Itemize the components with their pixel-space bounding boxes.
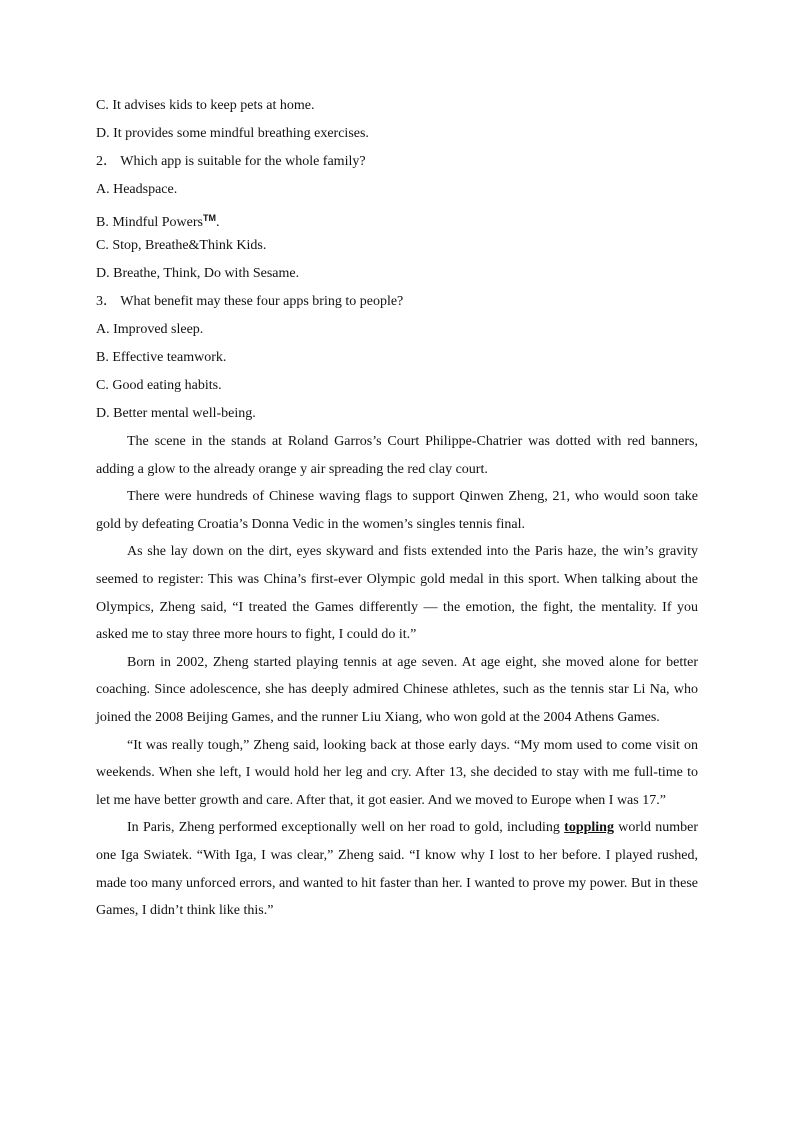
option-q3-d: D. Better mental well-being.	[96, 406, 256, 421]
passage-paragraph-5: “It was really tough,” Zheng said, looking back at those early days. “My mom used to come visit on weekends. When she left, I would hold her leg and cry. After 13, she decided to stay with me full-time to let me have better growth and care. After that, it got easier. And we moved to Europe when I was 17.”	[96, 737, 698, 808]
option-q3-a: A. Improved sleep.	[96, 322, 204, 337]
passage-paragraph-4: Born in 2002, Zheng started playing tennis at age seven. At age eight, she moved alone for better coaching. Since adolescence, she has deeply admired Chinese athletes, such as the tennis star Li Na, who joined the 2008 Beijing Games, and the runner Liu Xiang, who won gold at the 2004 Athens Games.	[96, 654, 698, 725]
option-q3-c: C. Good eating habits.	[96, 378, 222, 393]
passage-paragraph-6-start: In Paris, Zheng performed exceptionally well on her road to gold, including	[127, 820, 565, 836]
option-q2-b	[96, 204, 698, 232]
passage-paragraph-3: As she lay down on the dirt, eyes skyward and fists extended into the Paris haze, the win’s gravity seemed to register: This was China’s first-ever Olympic gold medal in this sport. When talking about the Olympics, Zheng said, “I treated the Games differently — the emotion, the fight, the mentality. If you asked me to stay three more hours to fight, I could do it.”	[96, 544, 698, 643]
question-3-stem: 3． What benefit may these four apps bring to people?	[96, 294, 404, 309]
option-q2-a: A. Headspace.	[96, 182, 178, 197]
option-q2-d: D. Breathe, Think, Do with Sesame.	[96, 266, 300, 281]
option-q1-c: C. It advises kids to keep pets at home.	[96, 98, 315, 113]
trademark-mark: TM	[202, 213, 216, 223]
question-2-stem: 2． Which app is suitable for the whole family?	[96, 154, 366, 169]
passage-paragraph-6-end: world number one Iga Swiatek. “With Iga, I was clear,” Zheng said. “I know why I lost to her before. I played rushed, made too many unforced errors, and wanted to hit faster than her. I wanted to prove my power. But in these Games, I didn’t think like this.”	[96, 820, 698, 919]
option-q3-b: B. Effective teamwork.	[96, 350, 227, 365]
document-page	[96, 92, 698, 925]
option-q2-b-text: B. Mindful Powers	[96, 215, 203, 230]
passage-paragraph-6	[96, 814, 698, 924]
underlined-word: toppling	[564, 820, 614, 836]
passage-paragraph-1: The scene in the stands at Roland Garros’s Court Philippe-Chatrier was dotted with red banners, adding a glow to the already orange y air spreading the red clay court.	[96, 434, 698, 477]
option-q1-d: D. It provides some mindful breathing exercises.	[96, 126, 369, 141]
option-q2-b-end: .	[215, 215, 220, 230]
passage-paragraph-2: There were hundreds of Chinese waving flags to support Qinwen Zheng, 21, who would soon take gold by defeating Croatia’s Donna Vedic in the women’s singles tennis final.	[96, 489, 698, 532]
option-q2-c: C. Stop, Breathe&Think Kids.	[96, 238, 267, 253]
